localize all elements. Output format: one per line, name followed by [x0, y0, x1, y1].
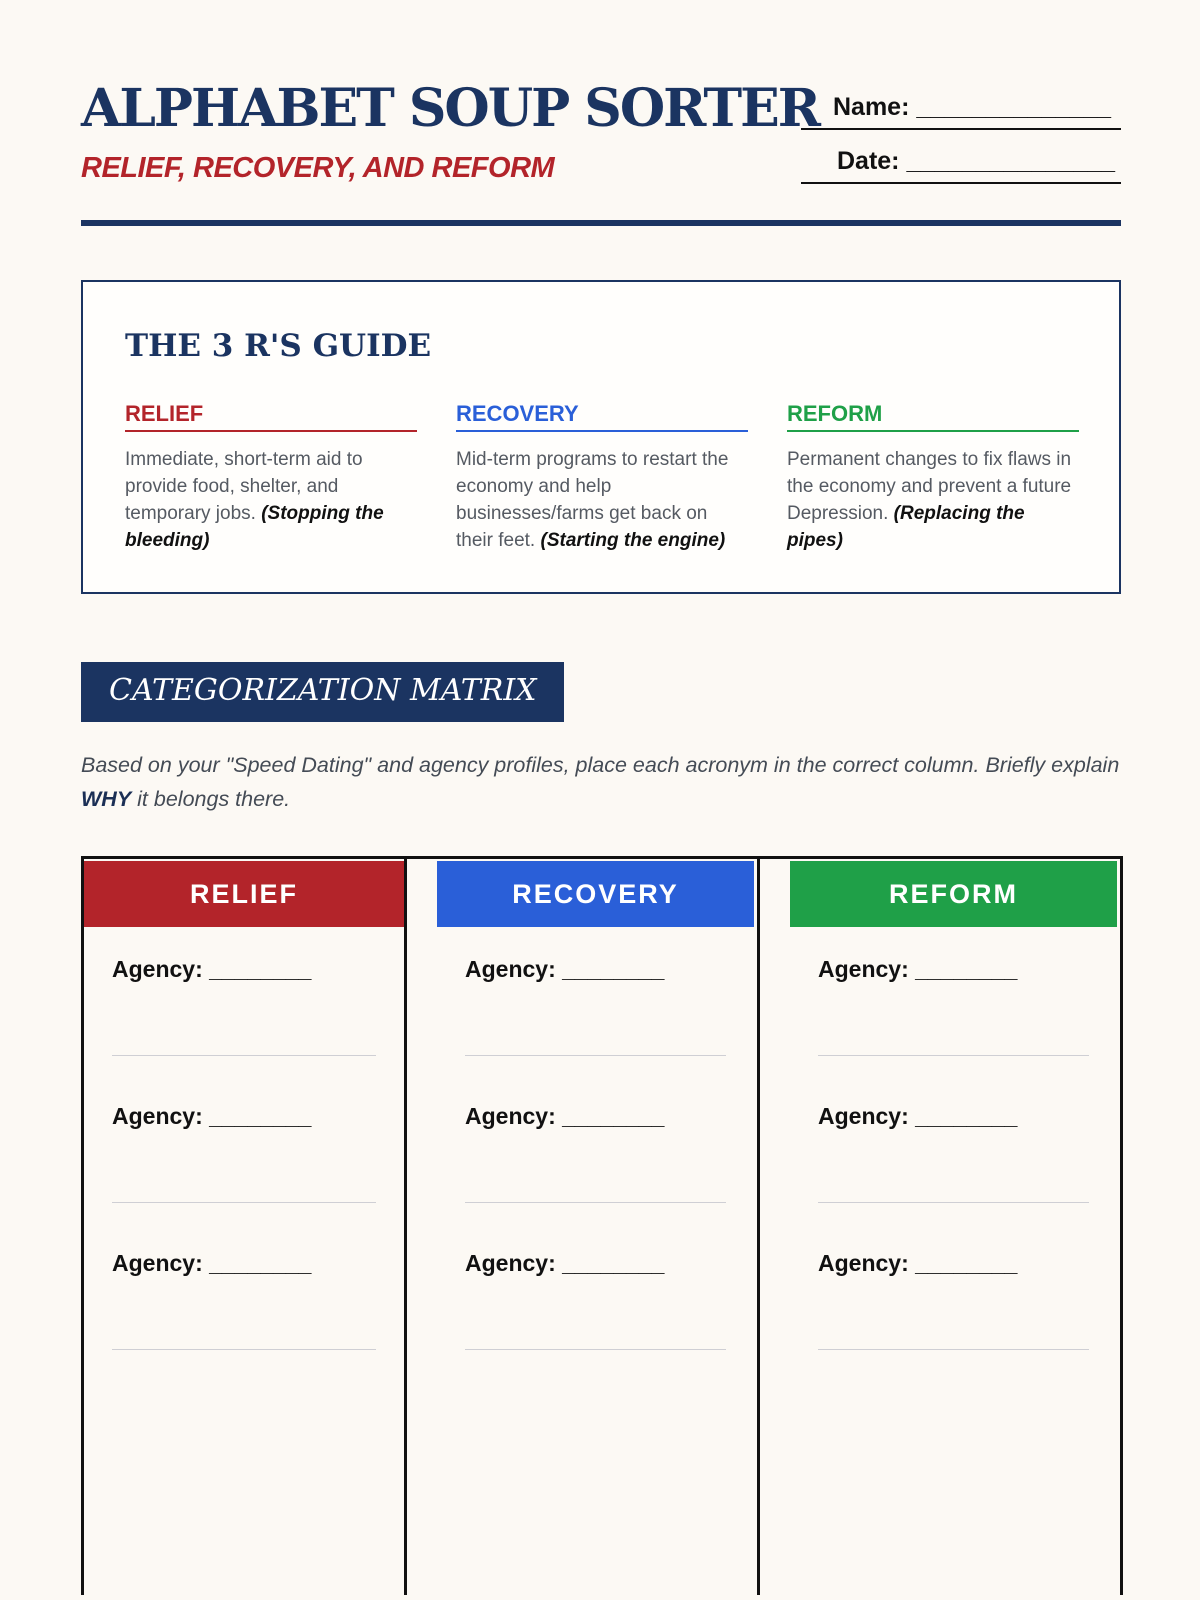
guide-column-recovery — [456, 400, 748, 554]
writing-line — [818, 1349, 1089, 1350]
column-divider — [404, 859, 407, 1595]
agency-slot[interactable] — [112, 1250, 376, 1360]
guide-column-reform — [787, 400, 1079, 554]
writing-line — [818, 1202, 1089, 1203]
writing-line — [818, 1055, 1089, 1056]
matrix-column-recovery — [437, 859, 754, 1595]
instructions-part-1: Based on your "Speed Dating" and agency profiles, place each acronym in the correct column. Briefly explain — [81, 753, 1120, 777]
agency-slot[interactable] — [465, 1250, 726, 1360]
guide-metaphor-recovery: (Starting the engine) — [540, 530, 726, 551]
worksheet-title: ALPHABET SOUP SORTER — [81, 78, 819, 139]
instructions-part-2: it belongs there. — [137, 787, 291, 811]
agency-slot[interactable] — [818, 1250, 1089, 1360]
matrix-heading-reform: REFORM — [790, 861, 1117, 927]
guide-metaphor-relief: (Stopping the bleeding) — [125, 503, 384, 551]
agency-label: Agency: ________ — [112, 1103, 312, 1129]
writing-line — [465, 1202, 726, 1203]
column-divider — [757, 859, 760, 1595]
guide-text-recovery — [456, 446, 748, 554]
worksheet-subtitle: RELIEF, RECOVERY, AND REFORM — [81, 152, 555, 184]
matrix-column-relief — [84, 859, 404, 1595]
agency-label: Agency: ________ — [112, 956, 312, 982]
worksheet-page — [81, 0, 1121, 1600]
agency-label: Agency: ________ — [465, 1103, 665, 1129]
instructions-emphasis: WHY — [81, 787, 132, 811]
writing-line — [112, 1349, 376, 1350]
guide-column-relief — [125, 400, 417, 554]
matrix-column-reform — [790, 859, 1117, 1595]
agency-label: Agency: ________ — [112, 1250, 312, 1276]
guide-text-relief — [125, 446, 417, 554]
matrix-heading-relief: RELIEF — [84, 861, 404, 927]
matrix-heading-recovery: RECOVERY — [437, 861, 754, 927]
three-rs-guide-box — [81, 280, 1121, 594]
agency-label: Agency: ________ — [465, 1250, 665, 1276]
guide-heading-reform: REFORM — [787, 400, 1079, 432]
guide-definition-recovery: Mid-term programs to restart the economy and help businesses/farms get back on their feet. — [456, 449, 729, 551]
writing-line — [465, 1055, 726, 1056]
agency-label: Agency: ________ — [465, 956, 665, 982]
guide-definition-relief: Immediate, short-term aid to provide food, shelter, and temporary jobs. — [125, 449, 363, 524]
name-field[interactable] — [801, 88, 1121, 132]
writing-line — [112, 1055, 376, 1056]
date-underline — [801, 182, 1121, 184]
agency-slot[interactable] — [112, 1103, 376, 1213]
agency-slot[interactable] — [465, 956, 726, 1066]
agency-label: Agency: ________ — [818, 956, 1018, 982]
guide-text-reform — [787, 446, 1079, 554]
section-banner — [81, 662, 564, 722]
guide-heading-recovery: RECOVERY — [456, 400, 748, 432]
writing-line — [112, 1202, 376, 1203]
agency-slot[interactable] — [818, 1103, 1089, 1213]
categorization-matrix — [81, 856, 1123, 1595]
agency-label: Agency: ________ — [818, 1250, 1018, 1276]
agency-slot[interactable] — [112, 956, 376, 1066]
guide-definition-reform: Permanent changes to fix flaws in the economy and prevent a future Depression. — [787, 449, 1072, 524]
guide-metaphor-reform: (Replacing the pipes) — [787, 503, 1025, 551]
writing-line — [465, 1349, 726, 1350]
section-banner-label: CATEGORIZATION MATRIX — [109, 673, 537, 708]
header-divider — [81, 220, 1121, 226]
agency-label: Agency: ________ — [818, 1103, 1018, 1129]
instructions-text — [81, 748, 1131, 816]
date-label: Date: _______________ — [837, 147, 1116, 175]
agency-slot[interactable] — [465, 1103, 726, 1213]
agency-slot[interactable] — [818, 956, 1089, 1066]
name-underline — [801, 128, 1121, 130]
name-label: Name: ______________ — [833, 93, 1112, 121]
guide-title: THE 3 R'S GUIDE — [125, 328, 432, 364]
date-field[interactable] — [801, 142, 1121, 186]
guide-heading-relief: RELIEF — [125, 400, 417, 432]
